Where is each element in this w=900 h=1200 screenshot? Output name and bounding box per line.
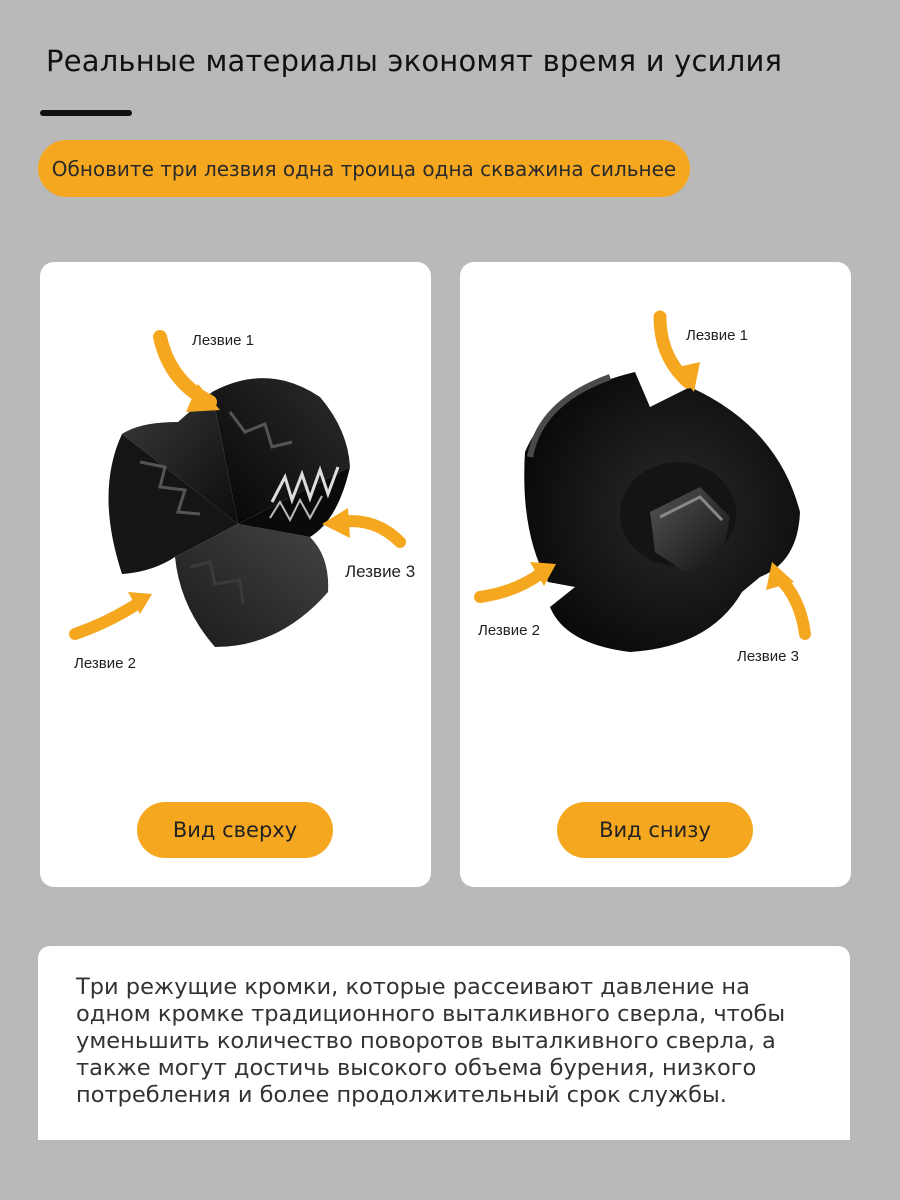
- feature-banner: [38, 140, 690, 197]
- top-view-button[interactable]: [137, 802, 333, 858]
- description-text: Три режущие кромки, которые рассеивают давление на одном кромке традиционного выталкивного сверла, чтобы уменьшить количество поворотов выталкивного сверла, а также могут достичь высокого объема бурения, низкого потребления и более продолжительный срок службы.: [76, 974, 786, 1108]
- blade-1-label: Лезвие 1: [192, 332, 254, 349]
- bottom-view-button[interactable]: [557, 802, 753, 858]
- drill-bottom-view-image: [460, 262, 851, 887]
- description-card: [38, 946, 850, 1140]
- blade-2-label: Лезвие 2: [74, 655, 136, 672]
- top-view-card: [40, 262, 431, 887]
- page-title: Реальные материалы экономят время и усилия: [46, 44, 783, 78]
- blade-3-label: Лезвие 3: [737, 648, 799, 665]
- title-underline: [40, 110, 132, 116]
- bottom-view-card: [460, 262, 851, 887]
- bottom-view-label: Вид снизу: [599, 818, 711, 842]
- feature-banner-text: Обновите три лезвия одна троица одна скважина сильнее: [51, 156, 677, 181]
- blade-2-label: Лезвие 2: [478, 622, 540, 639]
- blade-1-label: Лезвие 1: [686, 327, 748, 344]
- blade-3-label: Лезвие 3: [345, 562, 416, 581]
- top-view-label: Вид сверху: [172, 818, 298, 842]
